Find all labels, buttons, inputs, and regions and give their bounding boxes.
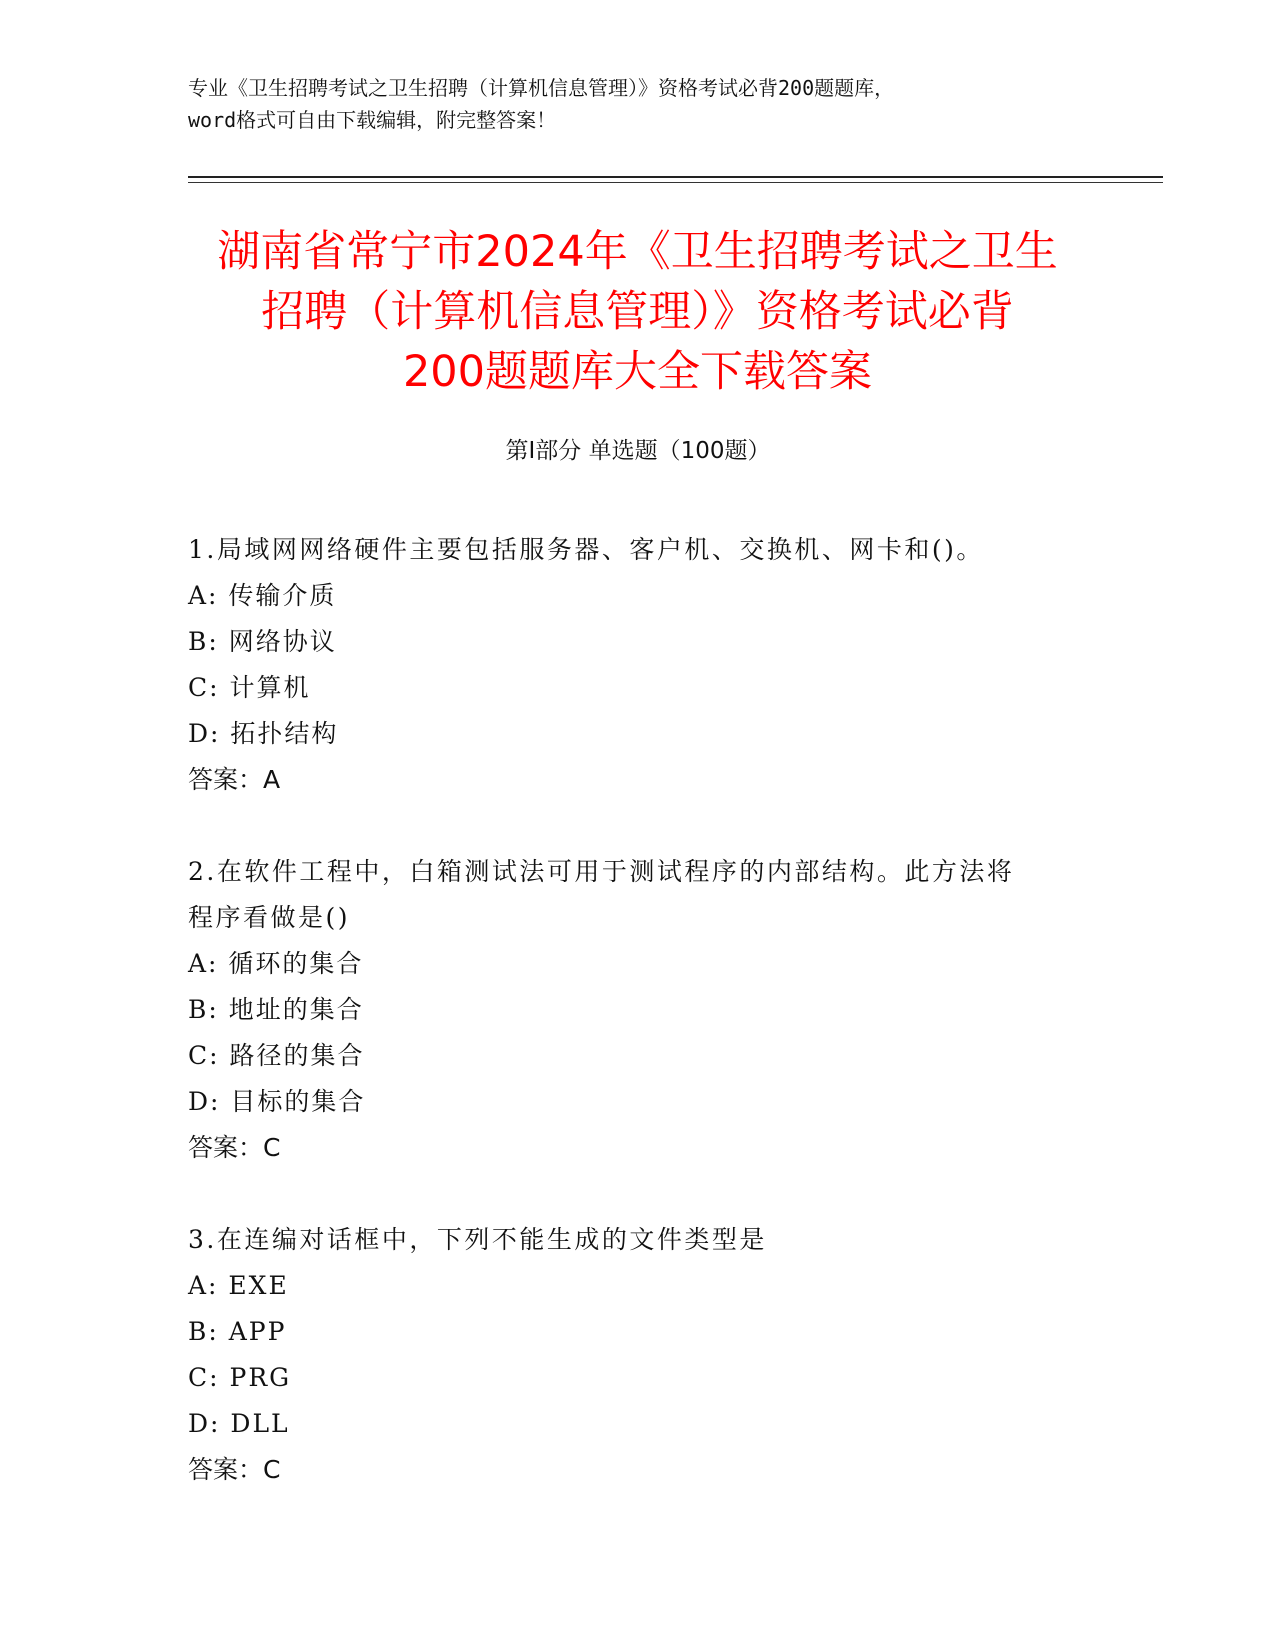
option-c: C: 路径的集合 (188, 1041, 365, 1070)
document-title-line-2: 招聘（计算机信息管理）》资格考试必背 (261, 287, 1014, 337)
question-list (188, 527, 1088, 1539)
document-title-line-3: 200题题库大全下载答案 (402, 347, 873, 397)
option-b: B: 网络协议 (188, 627, 337, 656)
question-stem: 1.局域网网络硬件主要包括服务器、客户机、交换机、网卡和()。 (188, 535, 984, 564)
option-b: B: 地址的集合 (188, 995, 364, 1024)
document-title (160, 222, 1115, 402)
question-item (188, 1217, 1088, 1493)
question-stem-continued: 程序看做是() (188, 903, 351, 932)
header-divider-thin (188, 182, 1163, 183)
question-stem: 2.在软件工程中，白箱测试法可用于测试程序的内部结构。此方法将 (188, 857, 1015, 886)
question-item (188, 849, 1088, 1171)
header-note (188, 72, 1088, 136)
option-c: C: 计算机 (188, 673, 311, 702)
option-a: A: 循环的集合 (188, 949, 364, 978)
option-a: A: 传输介质 (188, 581, 337, 610)
option-b: B: APP (188, 1317, 287, 1346)
option-d: D: 拓扑结构 (188, 719, 339, 748)
option-d: D: DLL (188, 1409, 290, 1438)
header-divider-thick (188, 176, 1163, 178)
question-answer: 答案：C (188, 1133, 281, 1162)
question-answer: 答案：C (188, 1455, 281, 1484)
question-item (188, 527, 1088, 803)
header-note-line-2: word格式可自由下载编辑，附完整答案！ (188, 108, 557, 132)
header-note-line-1: 专业《卫生招聘考试之卫生招聘（计算机信息管理）》资格考试必背200题题库， (188, 76, 895, 100)
option-a: A: EXE (188, 1271, 289, 1300)
option-d: D: 目标的集合 (188, 1087, 366, 1116)
question-stem: 3.在连编对话框中，下列不能生成的文件类型是 (188, 1225, 767, 1254)
question-answer: 答案：A (188, 765, 281, 794)
option-c: C: PRG (188, 1363, 292, 1392)
document-title-line-1: 湖南省常宁市2024年《卫生招聘考试之卫生 (217, 227, 1058, 277)
section-heading: 第I部分 单选题（100题） (505, 438, 771, 464)
